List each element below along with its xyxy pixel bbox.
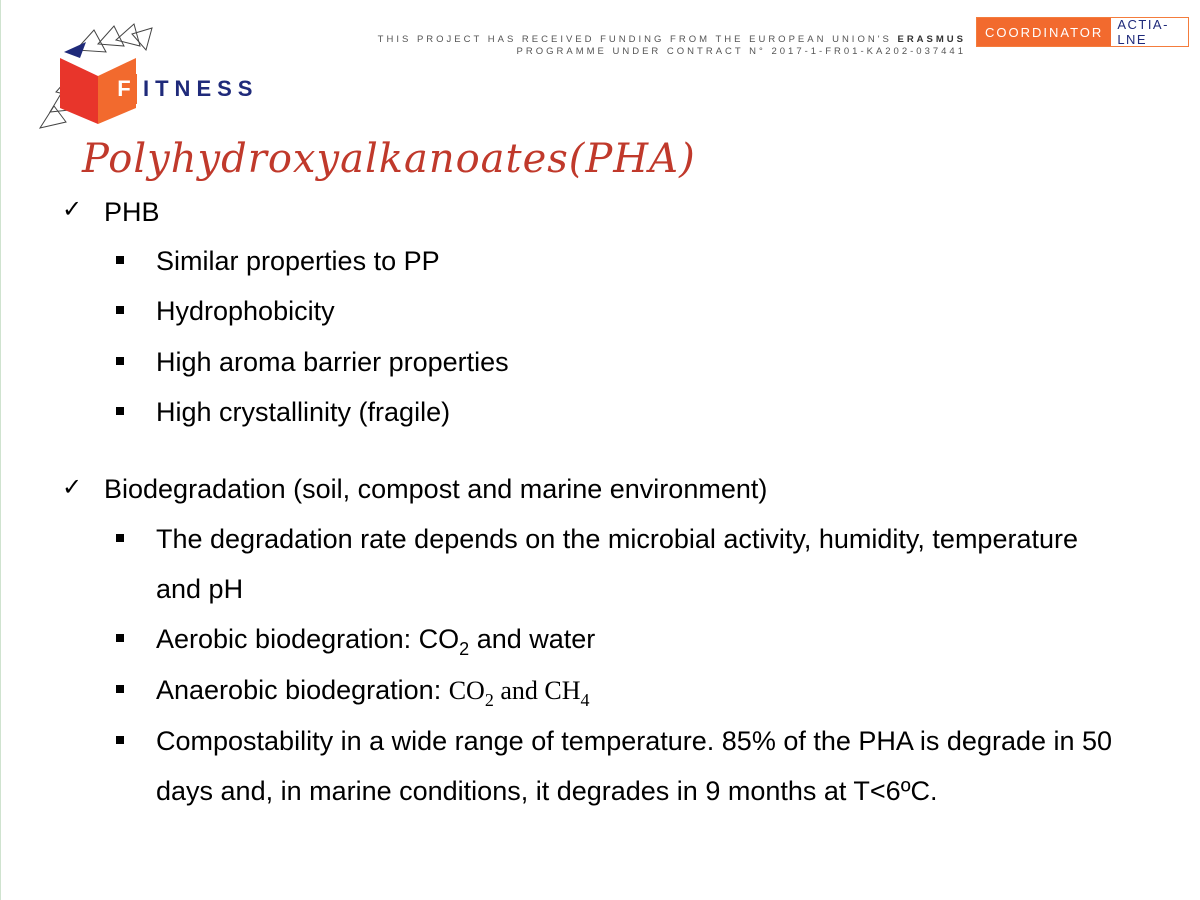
list-item: Hydrophobicity [156,296,335,326]
fitness-logo [36,22,276,134]
list-item: High aroma barrier properties [156,347,509,377]
list-item: High crystallinity (fragile) [156,397,451,427]
square-bullet-icon [116,534,124,542]
square-bullet-icon [116,685,124,693]
list-item-line-2: and pH [156,574,244,604]
list-item: Similar properties to PP [156,246,440,276]
section-heading: Biodegradation (soil, compost and marine environment) [104,474,768,504]
list-item: Aerobic biodegration: $CO_2$ and water [156,624,596,659]
check-icon: ✓ [62,196,83,223]
square-bullet-icon [116,407,124,415]
list-item-line-2: days and, in marine conditions, it degrades in 9 months at T<6ºC. [156,776,938,806]
square-bullet-icon [116,634,124,642]
square-bullet-icon [116,256,124,264]
list-item-line-1: Compostability in a wide range of temperature. 85% of the PHA is degrade in 50 [156,726,1113,756]
coordinator-value: ACTIA-LNE [1117,17,1169,47]
section-heading: PHB [104,197,160,227]
square-bullet-icon [116,736,124,744]
erasmus-label: ERASMUS [897,34,966,45]
list-item-line-1: The degradation rate depends on the microbial activity, humidity, temperature [156,524,1078,554]
coordinator-badge [976,17,1189,47]
logo-letter-f: F [111,74,137,104]
slide-title: Polyhydroxyalkanoates(PHA) [82,136,696,182]
square-bullet-icon [116,306,124,314]
list-item: Anaerobic biodegration: $CO_2$ and $CH_4$ [156,675,590,710]
funding-notice [378,34,966,58]
logo-wordmark: ITNESS [143,76,259,101]
funding-line-2: PROGRAMME UNDER CONTRACT N° 2017-1-FR01-KA202-037441 [516,46,966,57]
check-icon: ✓ [62,474,83,501]
square-bullet-icon [116,357,124,365]
coordinator-label: COORDINATOR [977,18,1111,46]
left-border [0,0,1,900]
funding-line-1: THIS PROJECT HAS RECEIVED FUNDING FROM THE EUROPEAN UNION'S ERASMUS [377,34,966,45]
